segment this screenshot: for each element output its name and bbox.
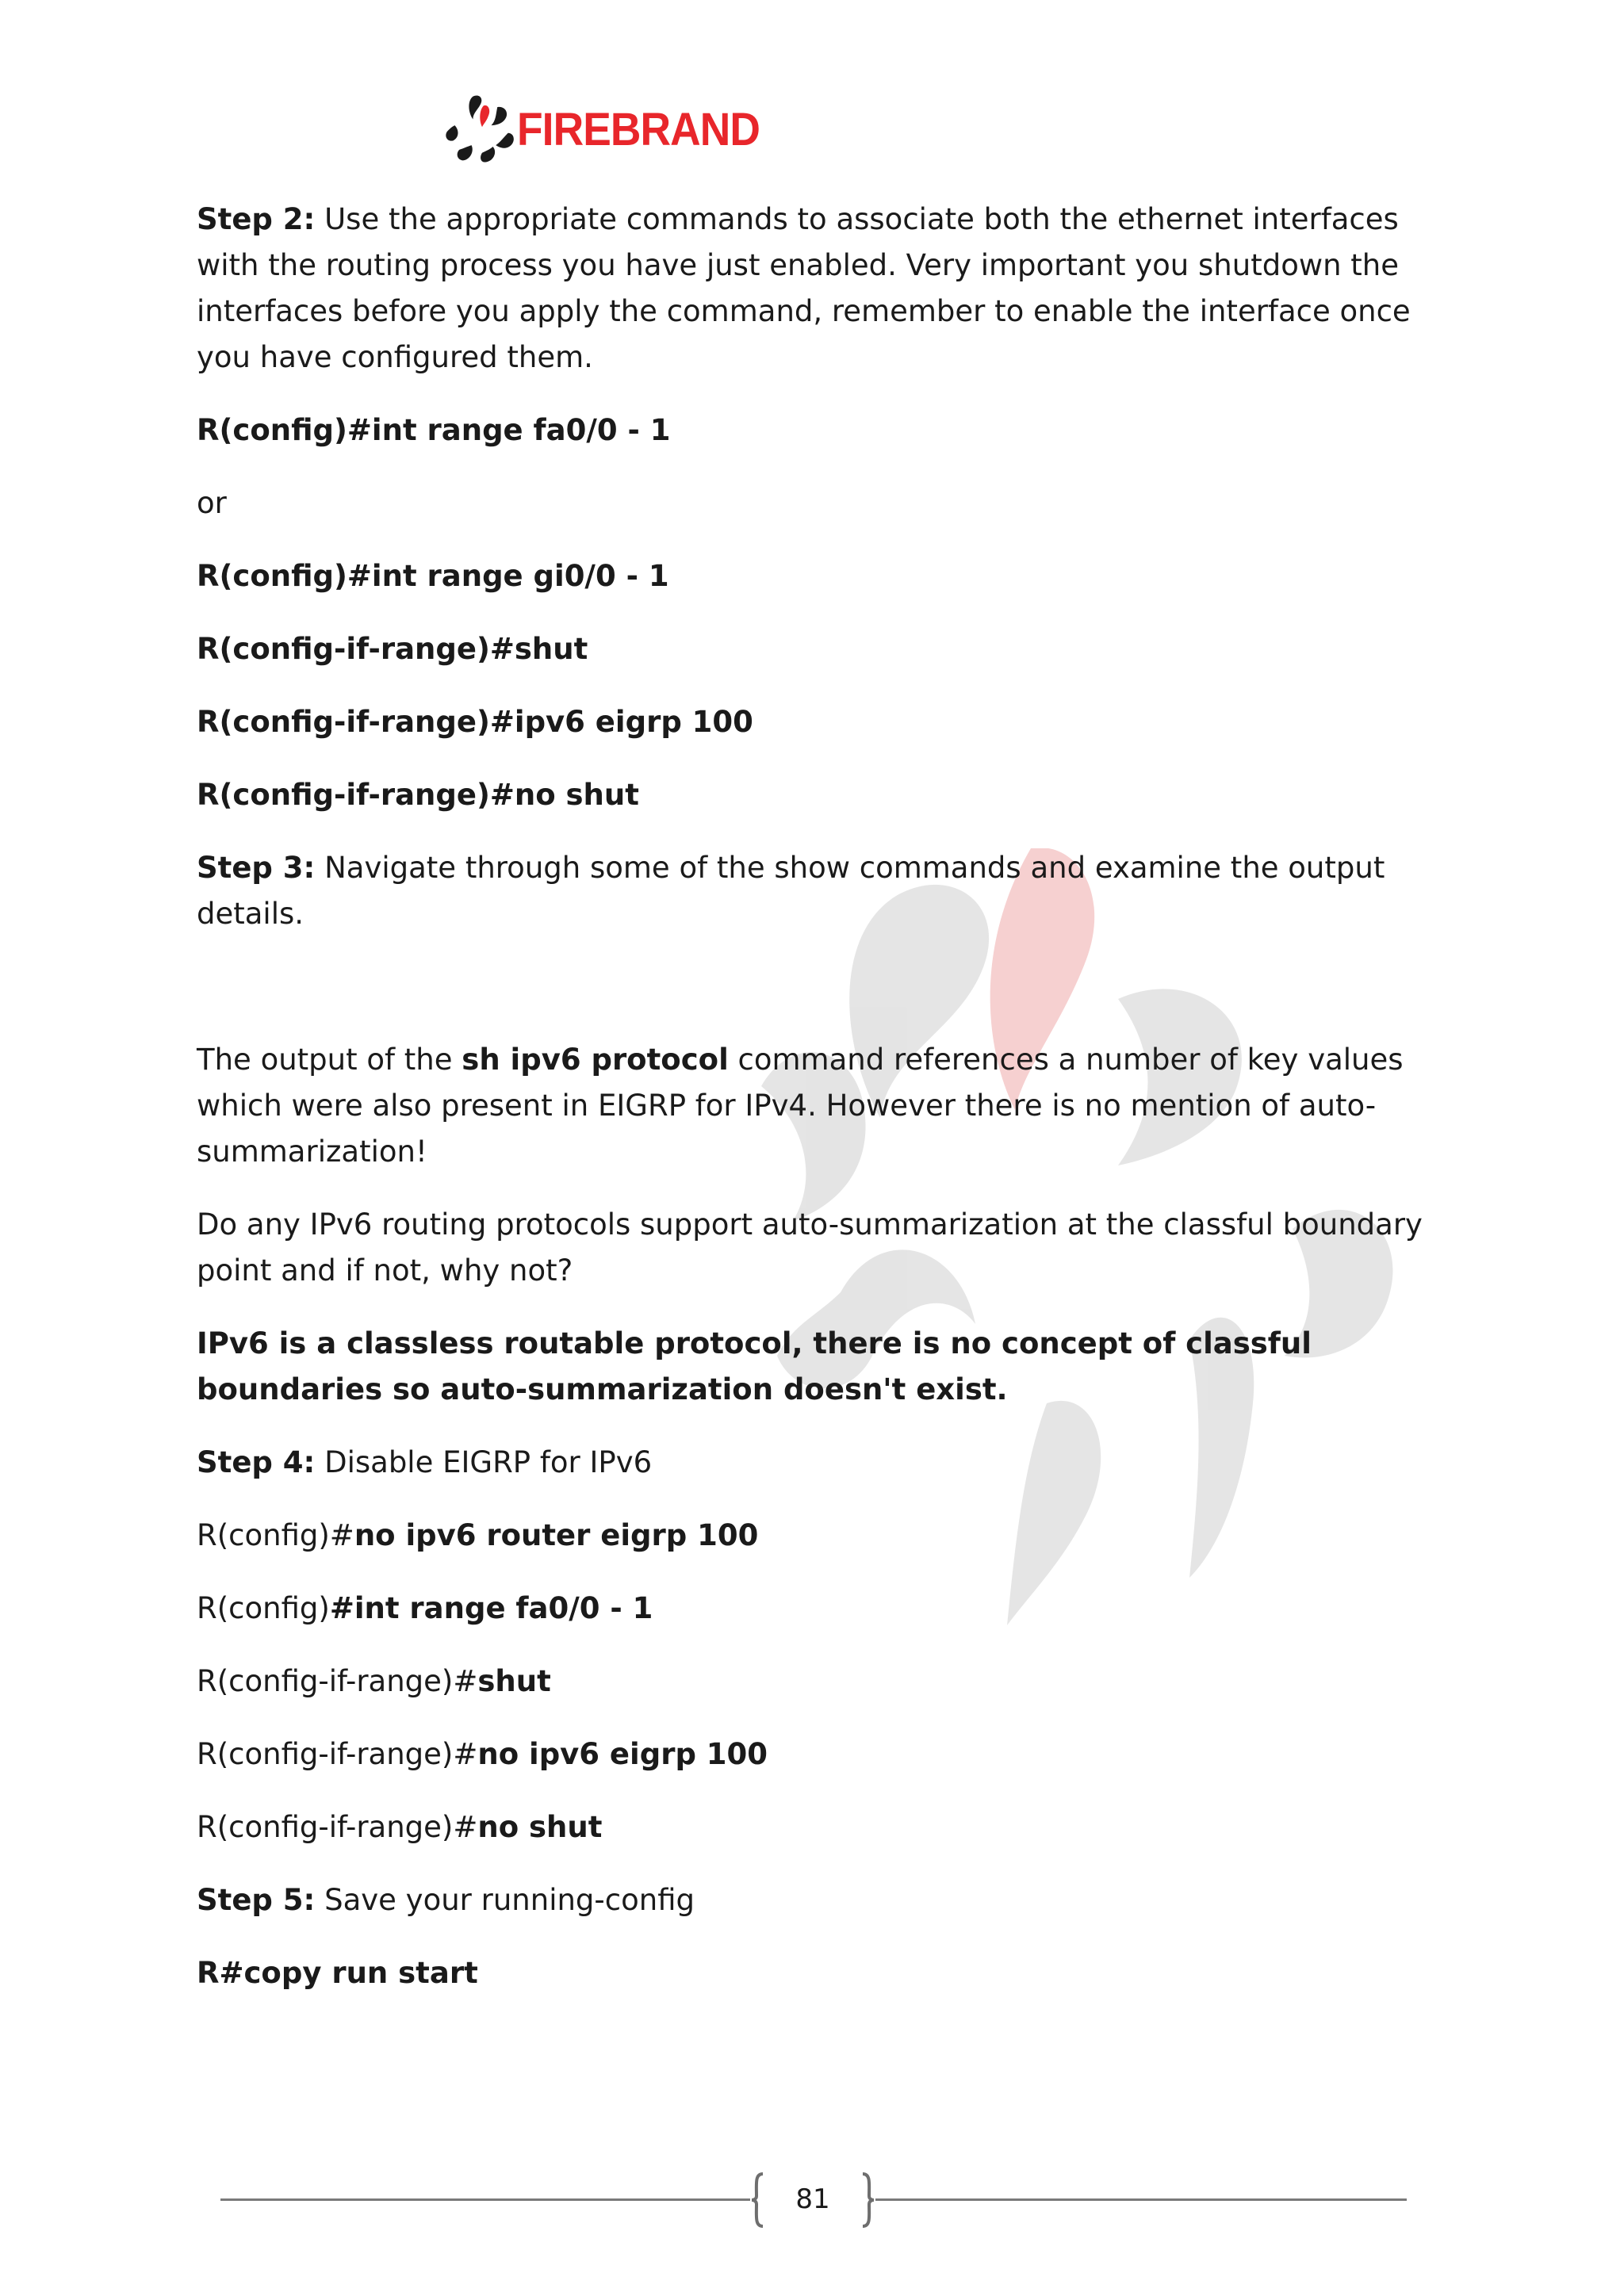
paragraph-text: The output of the <box>197 1043 462 1077</box>
command-line: R(config-if-range)#ipv6 eigrp 100 <box>197 705 753 739</box>
command-line <box>197 1732 1434 1777</box>
command-line <box>197 1586 1434 1632</box>
step4-paragraph <box>197 1440 1434 1486</box>
command-line: R(config)#int range fa0/0 - 1 <box>197 413 671 447</box>
command-line <box>197 1804 1434 1850</box>
step-text: Save your running-config <box>315 1883 695 1917</box>
command-prefix: R(config) <box>197 1591 330 1625</box>
command-line: R(config-if-range)#shut <box>197 632 588 666</box>
footer-rule-right <box>875 2198 1407 2201</box>
command-line: R(config)#int range gi0/0 - 1 <box>197 559 669 593</box>
command-bold: no ipv6 eigrp 100 <box>477 1737 768 1771</box>
step-label: Step 5: <box>197 1883 316 1917</box>
step-text: Use the appropriate commands to associate both the ethernet interfaces with the routing process you have just enabled. Very important you shutdown the interfaces before you apply the command, remember to enable the interface once you have configured them. <box>197 202 1411 374</box>
step2-paragraph <box>197 197 1434 381</box>
command-line <box>197 1513 1434 1559</box>
step3-paragraph <box>197 845 1434 937</box>
document-body <box>197 197 1434 2023</box>
step-label: Step 2: <box>197 202 316 236</box>
command-line: R#copy run start <box>197 1956 478 1990</box>
command-bold: shut <box>477 1664 551 1698</box>
paragraph-text: command references a number of key values which were also present in EIGRP for IPv4. However there is no mention of auto-summarization! <box>197 1043 1404 1169</box>
step-label: Step 4: <box>197 1445 316 1479</box>
step-label: Step 3: <box>197 851 316 885</box>
command-prefix: R(config-if-range)# <box>197 1664 478 1698</box>
firebrand-logo-icon <box>444 89 520 168</box>
step-text: Disable EIGRP for IPv6 <box>315 1445 653 1479</box>
inline-command: sh ipv6 protocol <box>462 1043 729 1077</box>
command-bold: #int range fa0/0 - 1 <box>329 1591 653 1625</box>
command-bold: no ipv6 router eigrp 100 <box>354 1518 759 1552</box>
command-line <box>197 1659 1434 1705</box>
step-text: Navigate through some of the show commands and examine the output details. <box>197 851 1385 931</box>
page-number: 81 <box>795 2183 830 2215</box>
command-prefix: R(config)# <box>197 1518 354 1552</box>
or-text: or <box>197 486 227 520</box>
firebrand-logo <box>444 89 777 168</box>
command-prefix: R(config-if-range)# <box>197 1737 478 1771</box>
right-brace-icon <box>860 2172 875 2228</box>
footer-rule-left <box>220 2198 750 2201</box>
command-bold: no shut <box>477 1810 603 1844</box>
command-line: R(config-if-range)#no shut <box>197 778 639 812</box>
step5-paragraph <box>197 1877 1434 1923</box>
command-prefix: R(config-if-range)# <box>197 1810 478 1844</box>
answer-paragraph: IPv6 is a classless routable protocol, there is no concept of classful boundaries so auto-summarization doesn't exist. <box>197 1326 1312 1406</box>
protocol-paragraph <box>197 1037 1434 1175</box>
question-paragraph: Do any IPv6 routing protocols support auto-summarization at the classful boundary point and if not, why not? <box>197 1207 1423 1288</box>
logo-wordmark: FIREBRAND <box>517 104 760 155</box>
